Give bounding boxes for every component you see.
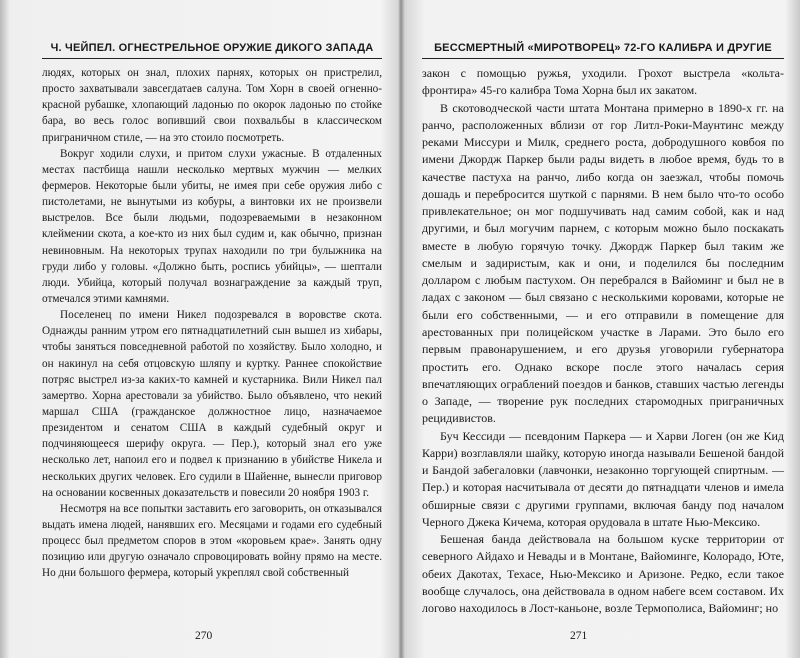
- right-page: [400, 0, 800, 658]
- left-running-head: Ч. ЧЕЙПЕЛ. ОГНЕСТРЕЛЬНОЕ ОРУЖИЕ ДИКОГО ЗАПАДА: [42, 42, 382, 59]
- right-running-head: БЕССМЕРТНЫЙ «МИРОТВОРЕЦ» 72-ГО КАЛИБРА И ДРУГИЕ: [422, 42, 784, 59]
- left-paragraph-2: Вокруг ходили слухи, и притом слухи ужасные. В отдаленных местах пастбища нашли несколько мертвых мужчин — мелких фермеров. Некоторые были убиты, не имея при себе оружия либо с пистолетами, не вынутыми из кобуры, а винтовки их не произвели выстрелов. Все были людьми, подозреваемыми в незаконном клеймении скота, а кое-кто из них был судим и, как обычно, признан невиновным. На некоторых трупах находили по три булыжника на груди либо у головы. «Должно быть, роспись убийцы», — шептали люди. Убийца, который получал вознаграждение за каждый труп, отмечался этими камнями.: [42, 147, 382, 305]
- right-paragraph-4: Бешеная банда действовала на большом куске территории от северного Айдахо и Невады и в Монтане, Вайоминге, Колорадо, Юте, обеих Дакотах, Техасе, Нью-Мексико и Аризоне. Редко, если такое вообще случалось, она действовала в одном набеге всем составом. Их логово находилось в Лост-каньоне, возле Термополиса, Вайоминг; но: [422, 532, 784, 616]
- right-paragraph-1: закон с помощью ружья, уходили. Грохот выстрела «кольта-фронтира» 45-го калибра Тома Хорна был их закатом.: [422, 66, 784, 98]
- left-paragraph-1: людях, которых он знал, плохих парнях, которых он пристрелил, просто захватывали завсегдатаев салуна. Том Хорн в своей огненно-красной рубашке, хлопающий ладонью по окорок ладонью по стойке бара, во весь голос вопивший свои похвальбы в классическом приграничном стиле, — на это стоило посмотреть.: [42, 67, 382, 144]
- right-page-number: 271: [570, 630, 588, 642]
- right-paragraph-2: В скотоводческой части штата Монтана примерно в 1890-х гг. на ранчо, расположенных вблизи от гор Литл-Роки-Маунтинс между реками Миссури и Милк, среднего роста, добродушного ковбоя по имени Джордж Паркер были рады видеть в любое время, будь то в качестве пастуха на ранчо, либо когда он заезжал, чтобы помочь дошадь и перебросится шуткой с парнями. В нем было что-то особо привлекательное; он мог подшучивать над самим собой, как и над другими, и был могучим парнем, с которым можно было поскакать вместе в любую горячую точку. Джордж Паркер был таким же смелым и задиристым, как и они, и поделился бы последним долларом с любым пастухом. Он перебрался в Вайоминг и был не в ладах с законом — был связано с несколькими коровами, которые не были его собственными, — и его отправили в помещение для арестованных при полицейском участке в Ларами. Это было его первым правонарушением, и его друзья уговорили губернатора простить его. Однако вскоре после этого началась серия впечатляющих ограблений поездов и банков, ставших частью легенды о Западе, — творение рук последних старомодных приграничных рецидивистов.: [422, 100, 784, 426]
- left-paragraph-3: Поселенец по имени Никел подозревался в воровстве скота. Однажды ранним утром его пятнадцатилетний сын вышел из хибары, чтобы заняться повседневной работой по хозяйству. Было холодно, и он накинул на себя отцовскую шляпу и куртку. Раннее спокойствие потряс выстрел из-за каких-то камней и кустарника. Вили Никел пал замертво. Хорна арестовали за убийство. Было объявлено, что некий маршал США (гражданское должностное лицо, назначаемое президентом и сенатом США в каждый судебный округ и подчиняющееся шерифу округа. — Пер.), который знал его уже несколько лет, напоил его и подвел к признанию в убийстве Никела и нескольких других человек. Его судили в Шайенне, вынесли приговор на основании косвенных доказательств и повесили 20 ноября 1903 г.: [42, 309, 382, 499]
- right-paragraph-3: Буч Кессиди — псевдоним Паркера — и Харви Логен (он же Кид Карри) возглавляли шайку, которую иногда называли Бешеной бандой и Бандой забегаловки (лавчонки, незаконно торгующей спиртным. — Пер.) и которая насчитывала от десяти до пятнадцати членов и имела обширные связи с другими группами, включая банду под началом Черного Джека Кичема, которая орудовала в штате Нью-Мексико.: [422, 428, 784, 529]
- left-paragraph-4: Несмотря на все попытки заставить его заговорить, он отказывался выдать имена людей, нанявших его. Месяцами и годами его судебный процесс был предметом споров в этом «коровьем крае». Занять одну позицию или другую означало спровоцировать войну прямо на месте. Но дни большого фермера, который укреплял свой собственный: [42, 502, 382, 580]
- left-page-number: 270: [195, 630, 213, 642]
- left-body-text: [42, 65, 382, 582]
- right-body-text: [422, 65, 784, 618]
